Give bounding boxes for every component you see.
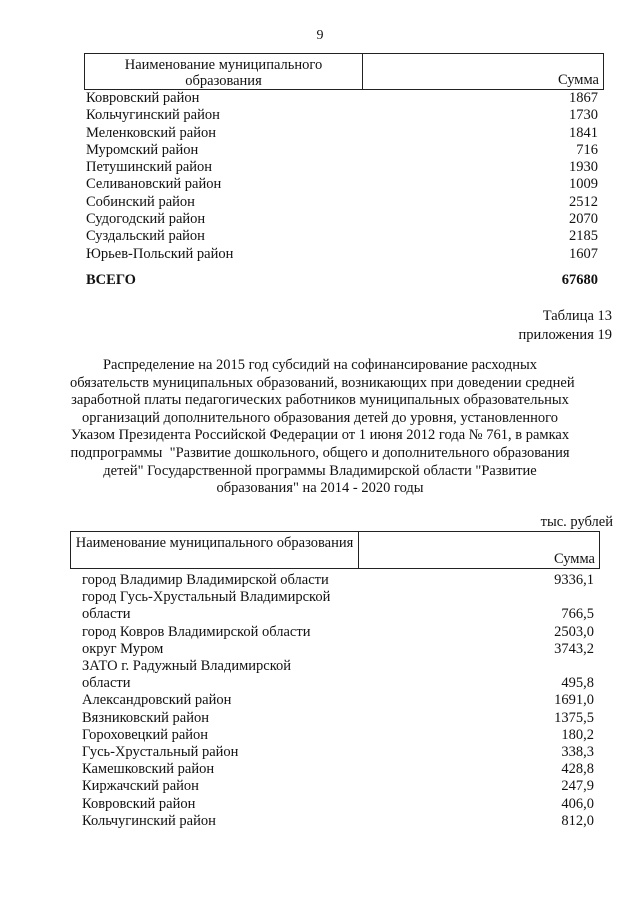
row-value: 2070	[569, 211, 598, 228]
title-line: подпрограммы "Развитие дошкольного, общего и дополнительного образования	[70, 444, 570, 461]
units-label: тыс. рублей	[540, 514, 613, 530]
row-name: Гусь-Хрустальный район	[82, 744, 239, 761]
row-value: 9336,1	[554, 572, 594, 588]
row-name: Собинский район	[86, 193, 195, 210]
row-value: 1930	[569, 159, 598, 176]
row-value: 495,8	[561, 675, 594, 692]
row-value: 1375,5	[554, 709, 594, 726]
table1-body	[86, 90, 598, 263]
table-row	[86, 159, 598, 176]
table-row	[82, 710, 594, 727]
table-row	[82, 761, 594, 778]
row-name: ЗАТО г. Радужный Владимирской	[82, 658, 292, 675]
row-value: 2503,0	[554, 623, 594, 640]
total-value: 67680	[561, 272, 598, 288]
row-name: Меленковский район	[86, 124, 216, 141]
row-value: 406,0	[561, 795, 594, 812]
row-value: 2185	[569, 228, 598, 245]
row-name: Кольчугинский район	[82, 812, 216, 829]
table-row	[86, 176, 598, 193]
row-value: 716	[576, 141, 598, 158]
table-row	[86, 228, 598, 245]
table-row	[82, 692, 594, 709]
row-value: 180,2	[561, 726, 594, 743]
table-row	[86, 211, 598, 228]
row-name: город Ковров Владимирской области	[82, 623, 311, 640]
title-line: образования" на 2014 - 2020 годы	[216, 480, 424, 497]
table2-header-name	[71, 532, 359, 568]
table-row	[82, 744, 594, 761]
row-value: 812,0	[561, 812, 594, 829]
row-value: 2512	[569, 193, 598, 210]
row-value: 1607	[569, 245, 598, 262]
row-value: 1867	[569, 90, 598, 106]
table-label-line1: Таблица 13	[542, 308, 612, 324]
table1-header-name	[85, 54, 363, 89]
table-label-line2: приложения 19	[518, 327, 612, 343]
table2-body	[82, 572, 594, 830]
table2-header	[70, 531, 600, 569]
table1-total-row	[86, 272, 598, 289]
row-name: Камешковский район	[82, 761, 215, 778]
row-name: Муромский район	[86, 141, 199, 158]
title-line: организаций дополнительного образования детей до уровня, установленного	[82, 409, 558, 426]
table-row	[86, 107, 598, 124]
row-name: округ Муром	[82, 640, 164, 657]
row-name: Вязниковский район	[82, 709, 209, 726]
row-name-continued: области	[82, 606, 131, 623]
table1-header-sum: Сумма	[557, 72, 599, 88]
row-name: Гороховецкий район	[82, 726, 209, 743]
title-line: Указом Президента Российской Федерации от 1 июня 2012 года № 761, в рамках	[70, 427, 570, 444]
table1-header-name-text: Наименование муниципального образования	[124, 57, 323, 89]
table-row	[82, 624, 594, 641]
row-name: Ковровский район	[82, 795, 196, 812]
table-row	[86, 90, 598, 107]
row-name: Петушинский район	[86, 159, 213, 176]
table-row	[82, 572, 594, 589]
title-line: заработной платы педагогических работников муниципальных образовательных	[71, 392, 569, 409]
row-name: Судогодский район	[86, 211, 206, 228]
row-value: 1841	[569, 124, 598, 141]
row-value: 3743,2	[554, 640, 594, 657]
table-row	[82, 589, 594, 623]
row-name: Селивановский район	[86, 176, 222, 193]
row-value: 1730	[569, 107, 598, 124]
table-row	[86, 194, 598, 211]
table-row	[86, 125, 598, 142]
table-row	[82, 778, 594, 795]
table1-header	[84, 53, 604, 90]
row-value: 338,3	[561, 744, 594, 761]
table-label	[519, 307, 612, 345]
title-line: детей" Государственной программы Владимирской области "Развитие	[103, 462, 537, 479]
table-row	[86, 246, 598, 263]
table-row	[86, 142, 598, 159]
row-value: 428,8	[561, 761, 594, 778]
row-name: Киржачский район	[82, 778, 199, 795]
row-name: Ковровский район	[86, 90, 200, 106]
row-name: Юрьев-Польский район	[86, 245, 234, 262]
table2-header-sum: Сумма	[553, 551, 595, 567]
row-value: 247,9	[561, 778, 594, 795]
row-name: Кольчугинский район	[86, 107, 220, 124]
row-name: город Владимир Владимирской области	[82, 572, 329, 588]
table-row	[82, 796, 594, 813]
title-line: Распределение на 2015 год субсидий на софинансирование расходных	[102, 357, 538, 373]
table-row	[82, 813, 594, 830]
table-row	[82, 641, 594, 658]
row-value: 1009	[569, 176, 598, 193]
table2-header-name-text: Наименование муниципального образования	[75, 535, 354, 551]
row-name: Александровский район	[82, 692, 232, 709]
row-value: 766,5	[561, 606, 594, 623]
row-value: 1691,0	[554, 692, 594, 709]
row-name: Суздальский район	[86, 228, 205, 245]
row-name-continued: области	[82, 675, 131, 692]
row-name: город Гусь-Хрустальный Владимирской	[82, 589, 331, 606]
page-number: 9	[316, 28, 324, 43]
table-row	[82, 658, 594, 692]
table-row	[82, 727, 594, 744]
title-line: обязательств муниципальных образований, возникающих при доведении средней	[70, 374, 575, 391]
document-title	[70, 357, 575, 498]
total-label: ВСЕГО	[86, 272, 136, 288]
